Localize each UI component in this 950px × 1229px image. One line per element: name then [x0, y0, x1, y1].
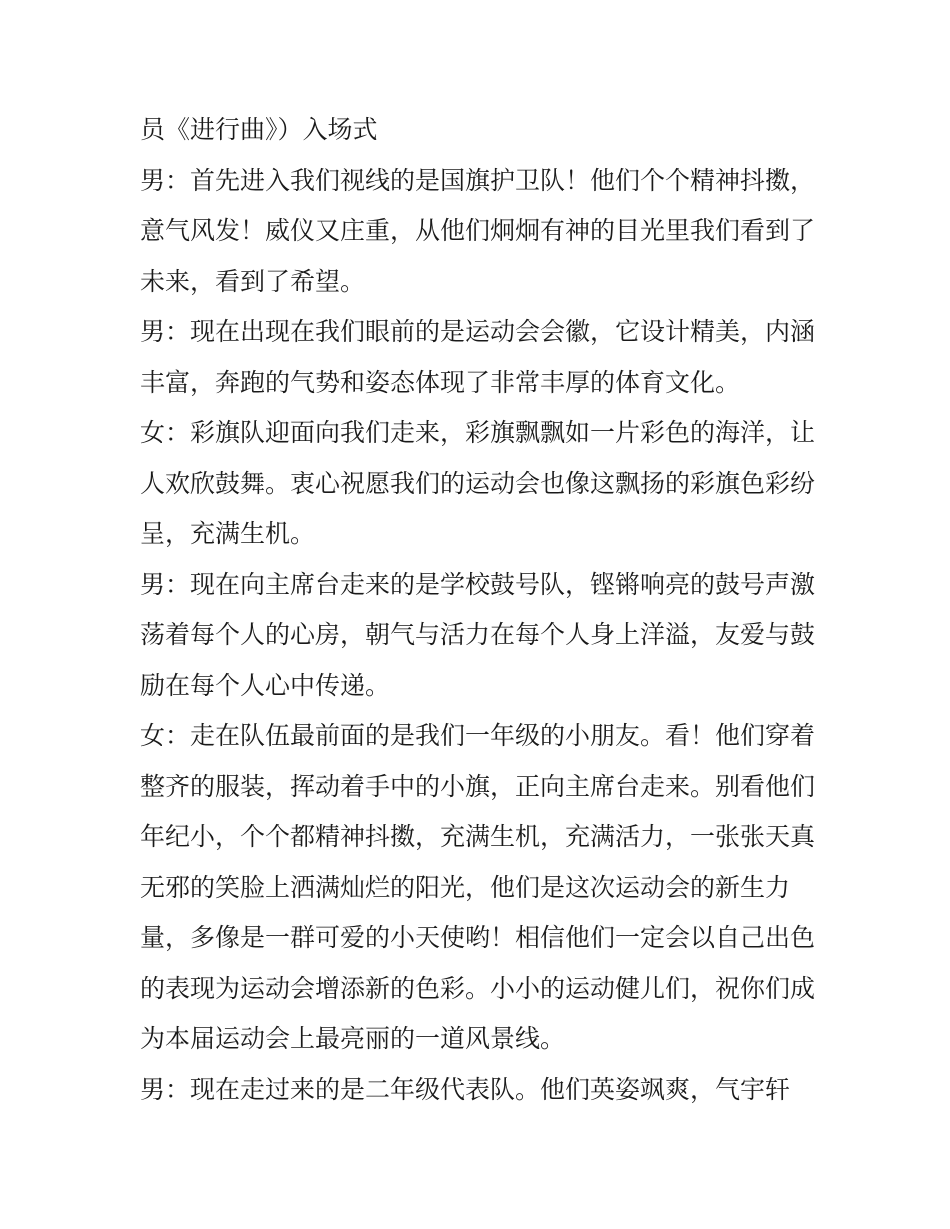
text-line: 员《进行曲》）入场式	[140, 115, 378, 144]
text-line: 励在每个人心中传递。	[140, 670, 391, 700]
document-text	[140, 109, 830, 1119]
text-line: 荡着每个人的心房，朝气与活力在每个人身上洋溢，友爱与鼓	[140, 620, 816, 649]
text-line: 呈，充满生机。	[140, 519, 316, 548]
text-line: 男：首先进入我们视线的是国旗护卫队！他们个个精神抖擞，	[140, 165, 816, 195]
text-line: 的表现为运动会增添新的色彩。小小的运动健儿们，祝你们成	[140, 973, 816, 1003]
text-line: 人欢欣鼓舞。衷心祝愿我们的运动会也像这飘扬的彩旗色彩纷	[140, 468, 816, 498]
text-line: 意气风发！威仪又庄重，从他们炯炯有神的目光里我们看到了	[140, 216, 816, 245]
text-line: 男：现在出现在我们眼前的是运动会会徽，它设计精美，内涵	[140, 317, 816, 346]
text-line: 量，多像是一群可爱的小天使哟！相信他们一定会以自己出色	[140, 923, 816, 952]
text-line: 女：走在队伍最前面的是我们一年级的小朋友。看！他们穿着	[140, 721, 816, 750]
text-line: 男：现在走过来的是二年级代表队。他们英姿飒爽，气宇轩	[140, 1074, 791, 1104]
text-line: 丰富，奔跑的气势和姿态体现了非常丰厚的体育文化。	[140, 367, 741, 397]
text-line: 女：彩旗队迎面向我们走来，彩旗飘飘如一片彩色的海洋，让	[140, 418, 816, 447]
text-line: 男：现在向主席台走来的是学校鼓号队，铿锵响亮的鼓号声激	[140, 569, 816, 599]
text-line: 为本届运动会上最亮丽的一道风景线。	[140, 1024, 566, 1053]
text-line: 未来，看到了希望。	[140, 266, 366, 296]
text-line: 无邪的笑脸上洒满灿烂的阳光，他们是这次运动会的新生力	[140, 872, 791, 902]
text-line: 年纪小，个个都精神抖擞，充满生机，充满活力，一张张天真	[140, 822, 816, 851]
text-line: 整齐的服装，挥动着手中的小旗，正向主席台走来。别看他们	[140, 771, 816, 801]
